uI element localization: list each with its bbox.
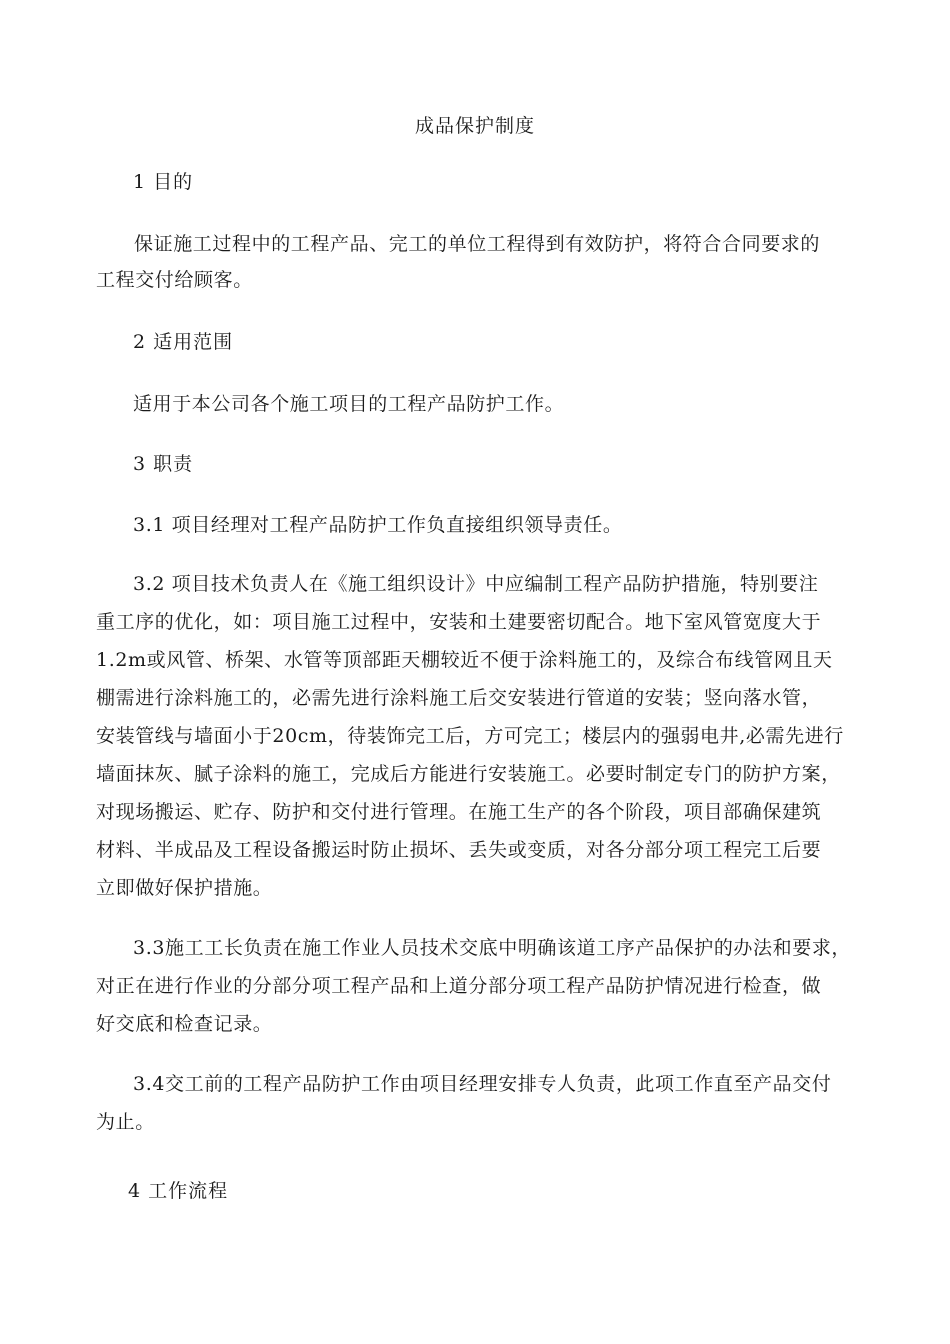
clause-3-2-line: 重工序的优化，如：项目施工过程中，安装和土建要密切配合。地下室风管宽度大于 [96,611,822,633]
clause-3-3-line: 3.3施工工长负责在施工作业人员技术交底中明确该道工序产品保护的办法和要求， [133,937,852,959]
section-1-heading: 1 目的 [133,171,194,193]
section-4-heading: 4 工作流程 [128,1180,229,1202]
document-title: 成品保护制度 [414,115,535,137]
section-1-body-line: 保证施工过程中的工程产品、完工的单位工程得到有效防护，将符合合同要求的 [134,233,821,255]
clause-3-2-line: 材料、半成品及工程设备搬运时防止损坏、丢失或变质，对各分部分项工程完工后要 [96,839,822,861]
clause-3-2-line: 棚需进行涂料施工的，必需先进行涂料施工后交安装进行管道的安装；竖向落水管， [96,687,822,709]
clause-3-3-line: 好交底和检查记录。 [96,1013,273,1035]
clause-3-1: 3.1 项目经理对工程产品防护工作负直接组织领导责任。 [133,514,623,536]
clause-3-2-line: 3.2 项目技术负责人在《施工组织设计》中应编制工程产品防护措施，特别要注 [133,573,819,595]
section-1-body-line: 工程交付给顾客。 [96,269,253,291]
clause-3-2-line: 墙面抹灰、腻子涂料的施工，完成后方能进行安装施工。必要时制定专门的防护方案， [96,763,841,785]
clause-3-4-line: 为止。 [96,1111,155,1133]
clause-3-2-line: 安装管线与墙面小于20cm，待装饰完工后，方可完工；楼层内的强弱电井,必需先进行 [96,725,844,747]
section-3-heading: 3 职责 [133,453,194,475]
clause-3-2-line: 立即做好保护措施。 [96,877,273,899]
clause-3-4-line: 3.4交工前的工程产品防护工作由项目经理安排专人负责，此项工作直至产品交付 [133,1073,832,1095]
section-2-body: 适用于本公司各个施工项目的工程产品防护工作。 [133,393,565,415]
section-2-heading: 2 适用范围 [133,331,234,353]
clause-3-2-line: 1.2m或风管、桥架、水管等顶部距天棚较近不便于涂料施工的，及综合布线管网且天 [96,649,833,671]
clause-3-3-line: 对正在进行作业的分部分项工程产品和上道分部分项工程产品防护情况进行检查，做 [96,975,822,997]
clause-3-2-line: 对现场搬运、贮存、防护和交付进行管理。在施工生产的各个阶段，项目部确保建筑 [96,801,822,823]
